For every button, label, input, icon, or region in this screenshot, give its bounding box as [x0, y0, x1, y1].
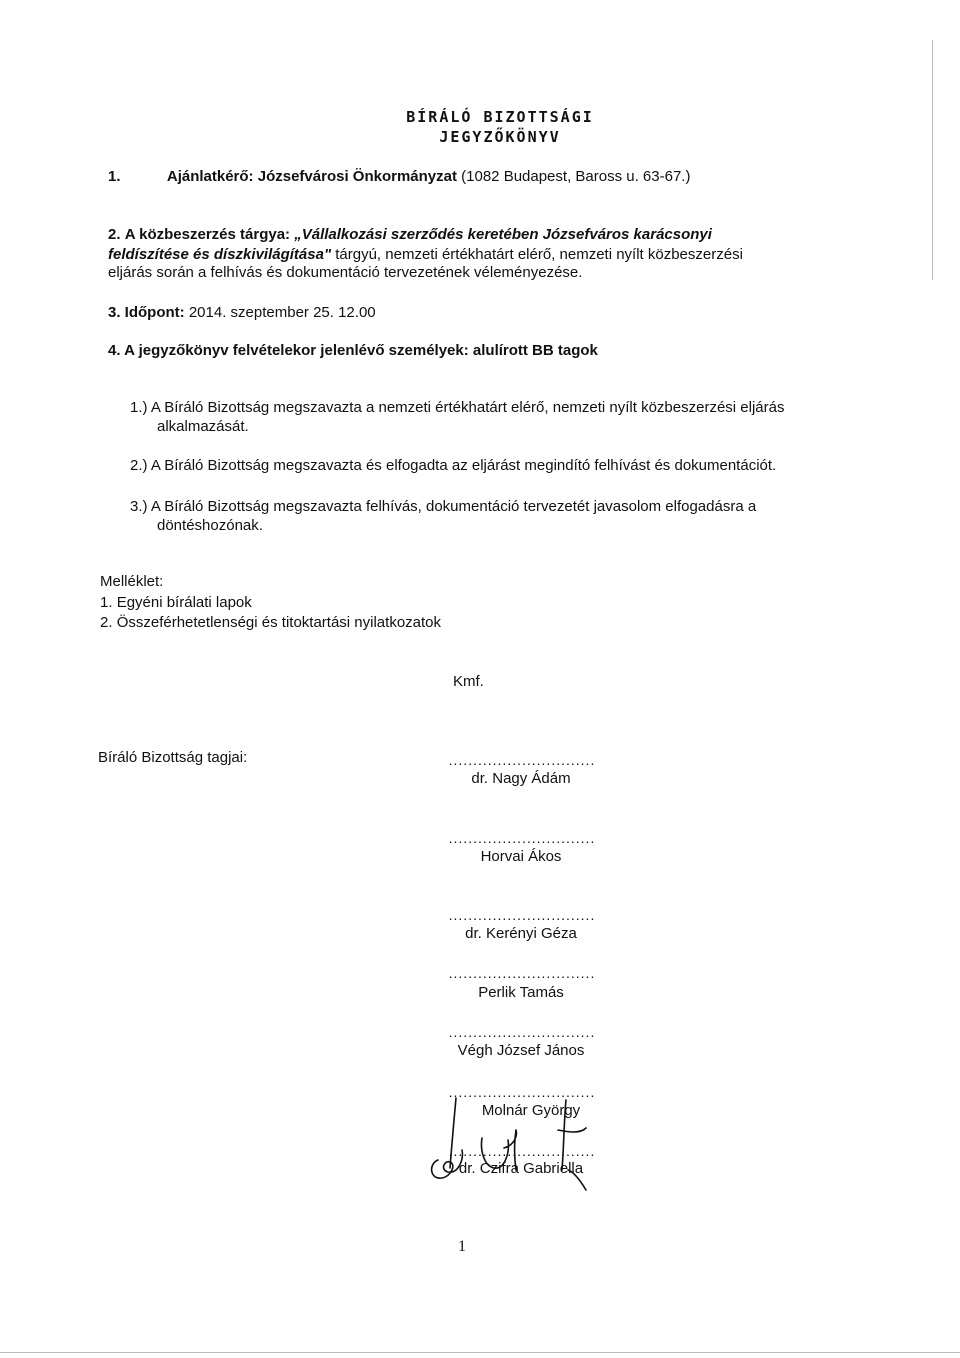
signature-line: ..............................: [448, 752, 596, 768]
decision-1-continuation: alkalmazását.: [157, 418, 249, 435]
decision-1: [130, 399, 785, 416]
item-1: [108, 168, 690, 185]
document-title-line2: JEGYZŐKÖNYV: [439, 128, 561, 146]
decision-1-number: 1.): [130, 399, 148, 416]
signature-line: ..............................: [448, 1143, 596, 1159]
member-name: dr. Kerényi Géza: [465, 925, 577, 942]
item-2-title-part2: feldíszítése és díszkivilágítása": [108, 246, 332, 263]
document-title-line1: BÍRÁLÓ BIZOTTSÁGI: [406, 108, 594, 126]
signature-line: ..............................: [448, 830, 596, 846]
item-3-value: 2014. szeptember 25. 12.00: [188, 304, 376, 321]
kmf-label: Kmf.: [453, 673, 484, 690]
item-2-rest: tárgyú, nemzeti értékhatárt elérő, nemzeti nyílt közbeszerzési: [335, 246, 743, 263]
item-2-line1: [108, 226, 712, 243]
signature-line: ..............................: [448, 907, 596, 923]
item-1-organization: Józsefvárosi Önkormányzat: [257, 168, 457, 185]
decision-2-number: 2.): [130, 457, 148, 474]
member-name: Perlik Tamás: [478, 984, 564, 1001]
decision-2: [130, 457, 776, 474]
decision-3: [130, 498, 756, 515]
member-name: Horvai Ákos: [480, 848, 562, 865]
item-2-label: A közbeszerzés tárgya:: [124, 226, 291, 243]
item-2-line3: eljárás során a felhívás és dokumentáció tervezetének véleményezése.: [108, 264, 583, 281]
signature-line: ..............................: [448, 1024, 596, 1040]
item-2-number: 2.: [108, 226, 121, 243]
item-1-number: 1.: [108, 168, 121, 185]
decision-3-continuation: döntéshozónak.: [157, 517, 263, 534]
scan-edge-line: [0, 1352, 960, 1353]
attachment-item-text: Összeférhetetlenségi és titoktartási nyilatkozatok: [116, 614, 442, 631]
signature-line: ..............................: [448, 1084, 596, 1100]
handwritten-signature: [418, 1090, 608, 1195]
attachment-item: 1. Egyéni bírálati lapok: [100, 594, 252, 611]
item-4: 4. A jegyzőkönyv felvételekor jelenlévő személyek: alulírott BB tagok: [108, 342, 598, 359]
item-1-label: Ajánlatkérő:: [166, 168, 254, 185]
attachment-item: 2. Összeférhetetlenségi és titoktartási nyilatkozatok: [100, 614, 442, 631]
member-name: Végh József János: [457, 1042, 585, 1059]
attachment-item-text: Egyéni bírálati lapok: [116, 594, 252, 611]
decision-3-number: 3.): [130, 498, 148, 515]
item-3-label: 3. Időpont:: [108, 304, 185, 321]
item-2-title-part1: „Vállalkozási szerződés keretében Józsefváros karácsonyi: [294, 226, 712, 243]
member-name: dr. Nagy Ádám: [471, 770, 571, 787]
item-2-line2: [108, 246, 743, 263]
decision-2-text: A Bíráló Bizottság megszavazta és elfogadta az eljárást megindító felhívást és dokumentációt.: [150, 457, 777, 474]
scan-edge-line: [932, 40, 933, 280]
members-label: Bíráló Bizottság tagjai:: [98, 749, 248, 766]
member-name: dr. Czifra Gabriella: [458, 1160, 584, 1177]
signature-line: ..............................: [448, 965, 596, 981]
decision-1-text: A Bíráló Bizottság megszavazta a nemzeti értékhatárt elérő, nemzeti nyílt közbeszerzési eljárás: [150, 399, 785, 416]
attachments-heading: Melléklet:: [100, 573, 164, 590]
page-number: 1: [458, 1238, 466, 1255]
decision-3-text: A Bíráló Bizottság megszavazta felhívás, dokumentáció tervezetét javasolom elfogadásra a: [150, 498, 757, 515]
item-1-address: (1082 Budapest, Baross u. 63-67.): [461, 168, 691, 185]
item-3: [108, 304, 376, 321]
member-name: Molnár György: [481, 1102, 581, 1119]
